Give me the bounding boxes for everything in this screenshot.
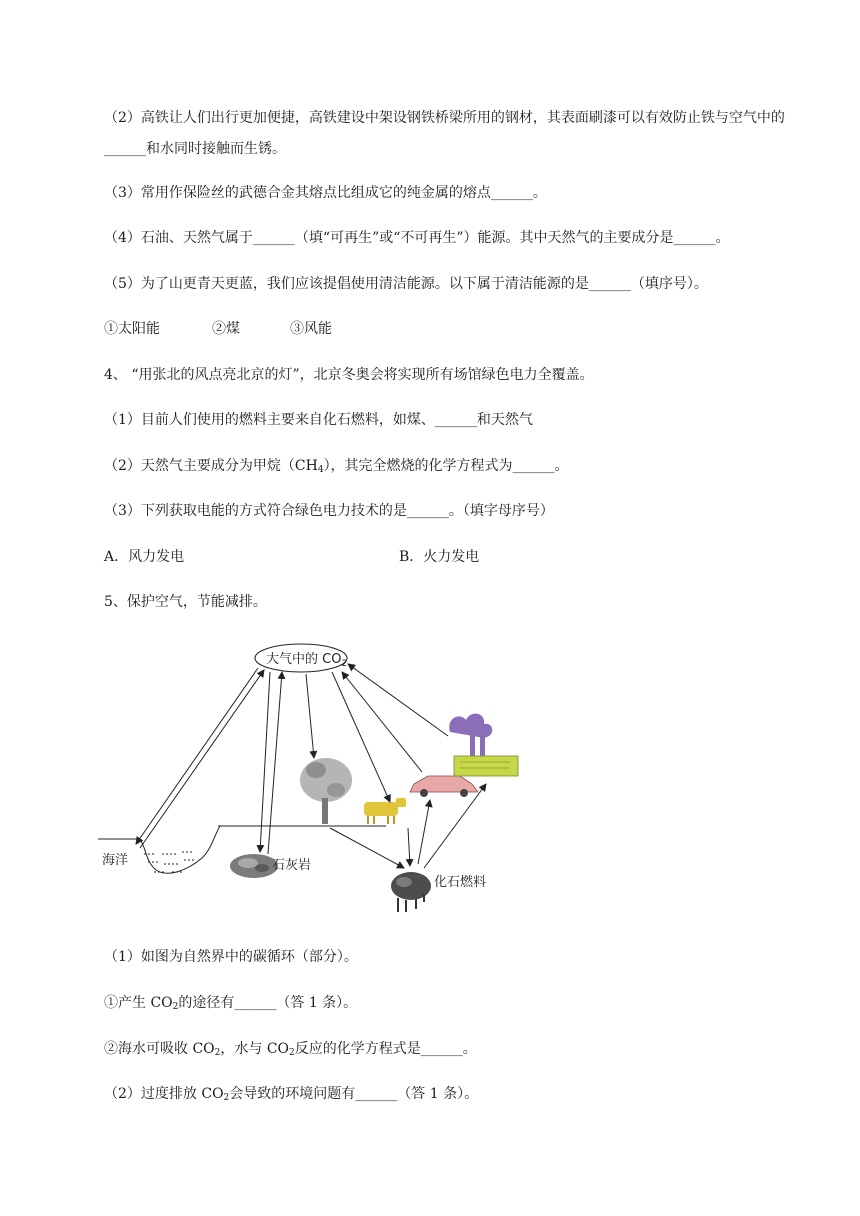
q5-part2-pre: （2）过度排放 CO	[104, 1086, 224, 1102]
q4-part2-post: ），其完全燃烧的化学方程式为______。	[323, 458, 569, 474]
limestone-icon	[230, 854, 278, 878]
q4-option-b: B．火力发电	[399, 549, 480, 565]
q5-c1-sub: 2	[172, 1002, 179, 1012]
q5-c1	[104, 993, 357, 1017]
car-icon	[410, 776, 478, 797]
q5-part2-sub: 2	[223, 1093, 230, 1103]
q5-part2	[104, 1084, 478, 1108]
q3-option-1: ①太阳能	[104, 321, 160, 337]
fossil-fuel-icon	[391, 872, 431, 912]
q5-c2-pre: ②海水可吸收 CO	[104, 1041, 215, 1057]
q3-option-2: ②煤	[212, 321, 240, 337]
q5-c2-post: 反应的化学方程式是______。	[294, 1041, 477, 1057]
q4-part2-sub: 4	[317, 465, 324, 475]
q5-stem: 5、保护空气，节能减排。	[104, 594, 267, 610]
ocean-label: 海洋	[102, 853, 129, 868]
q3-option-3: ③风能	[290, 321, 332, 337]
q3-part2: （2）高铁让人们出行更加便捷，高铁建设中架设钢铁桥梁所用的钢材，其表面刷漆可以有效防止铁与空气中的______和水同时接触而生锈。	[104, 110, 785, 157]
q4-stem: 4、 “用张北的风点亮北京的灯”，北京冬奥会将实现所有场馆绿色电力全覆盖。	[104, 367, 594, 383]
fossil-fuel-label: 化石燃料	[434, 875, 487, 890]
center-label: 大气中的 $CO_2$	[266, 652, 348, 669]
q5-c2-sub2: 2	[289, 1048, 295, 1058]
q4-option-a: A．风力发电	[104, 549, 185, 565]
q5-part1: （1）如图为自然界中的碳循环（部分）。	[104, 949, 358, 965]
factory-icon	[449, 714, 518, 776]
q3-part3: （3）常用作保险丝的武德合金其熔点比组成它的纯金属的熔点______。	[104, 185, 547, 201]
q5-c2	[104, 1039, 477, 1063]
q4-part3: （3）下列获取电能的方式符合绿色电力技术的是______。（填字母序号）	[104, 503, 554, 519]
tree-icon	[300, 758, 352, 824]
q3-part4: （4）石油、天然气属于______（填“可再生”或“不可再生”）能源。其中天然气的主要成分是______。	[104, 230, 730, 246]
q4-part1: （1）目前人们使用的燃料主要来自化石燃料，如煤、______和天然气	[104, 412, 533, 428]
q5-part2-post: 会导致的环境问题有______（答 1 条）。	[229, 1086, 479, 1102]
q5-c1-pre: ①产生 CO	[104, 995, 173, 1011]
q4-part2	[104, 456, 569, 480]
q5-c1-post: 的途径有______（答 1 条）。	[178, 995, 358, 1011]
carbon-cycle-diagram	[98, 632, 528, 922]
q5-c2-mid: ，水与 CO	[220, 1041, 290, 1057]
cow-icon	[364, 798, 406, 824]
limestone-label: 石灰岩	[272, 858, 312, 873]
q5-c2-sub: 2	[214, 1048, 221, 1058]
q3-part5: （5）为了山更青天更蓝，我们应该提倡使用清洁能源。以下属于清洁能源的是______（填序号）。	[104, 276, 708, 292]
q4-part2-pre: （2）天然气主要成分为甲烷（CH	[104, 458, 318, 474]
